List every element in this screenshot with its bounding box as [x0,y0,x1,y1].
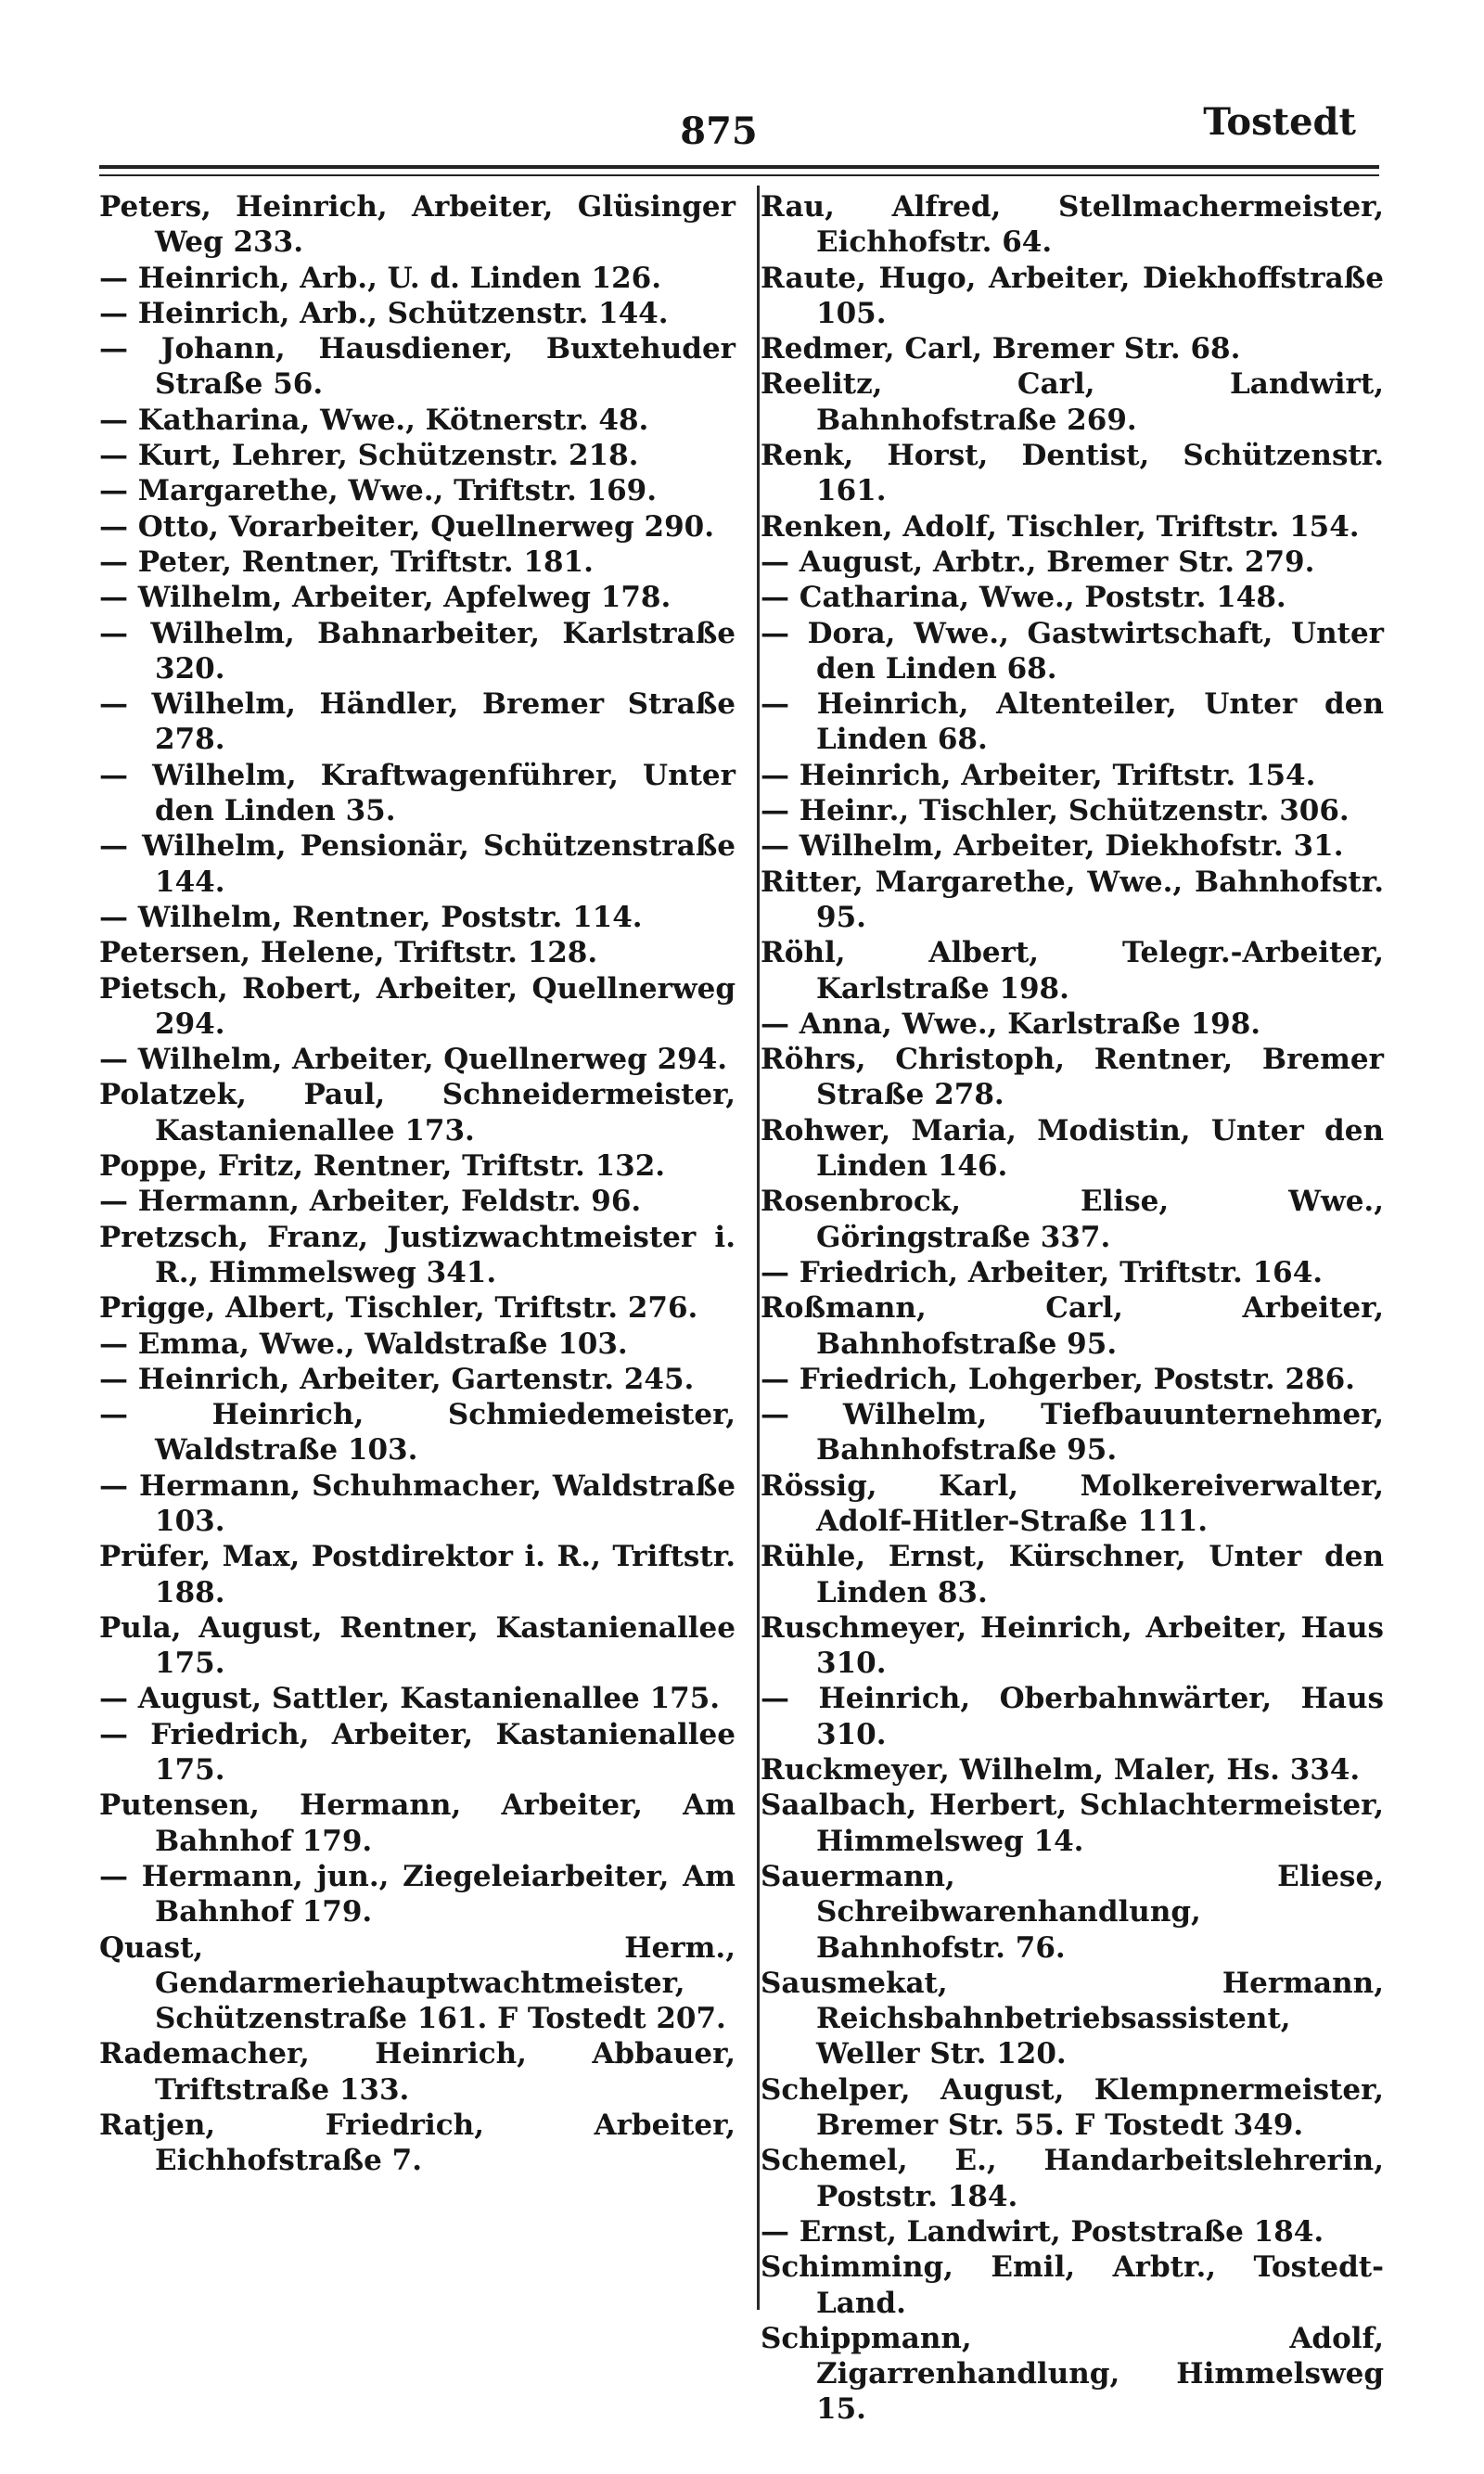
directory-entry: — Anna, Wwe., Karlstraße 198. [761,1006,1261,1041]
directory-entry: — Hermann, jun., Ziegeleiarbeiter, Am Bahnhof 179. [99,1859,736,1929]
directory-entry: Sausmekat, Hermann, Reichsbahnbetriebsassistent, Weller Str. 120. [761,1966,1384,2071]
directory-entry: — Heinrich, Oberbahnwärter, Haus 310. [761,1682,1384,1751]
directory-entry: Rühle, Ernst, Kürschner, Unter den Linden 83. [761,1540,1384,1609]
directory-entry: Schemel, E., Handarbeitslehrerin, Poststr. 184. [761,2144,1384,2213]
directory-entry: — Otto, Vorarbeiter, Quellnerweg 290. [99,509,715,544]
directory-entry: — Wilhelm, Pensionär, Schützenstraße 144. [99,829,736,899]
directory-entry: Rademacher, Heinrich, Abbauer, Triftstraße 133. [99,2037,736,2107]
directory-entry: Rohwer, Maria, Modistin, Unter den Linden 146. [761,1113,1384,1184]
directory-entry: Putensen, Hermann, Arbeiter, Am Bahnhof 179. [99,1788,736,1858]
directory-entry: Schelper, August, Klempnermeister, Bremer Str. 55. F Tostedt 349. [761,2072,1384,2143]
page-number: 875 [680,109,758,153]
directory-entry: — Hermann, Arbeiter, Feldstr. 96. [99,1185,642,1219]
directory-entry: Redmer, Carl, Bremer Str. 68. [761,332,1241,366]
column-divider [757,186,760,2310]
directory-entry: — Friedrich, Lohgerber, Poststr. 286. [761,1362,1355,1396]
directory-entry: — Friedrich, Arbeiter, Kastanienallee 175. [99,1717,736,1788]
directory-entry: — Hermann, Schuhmacher, Waldstraße 103. [99,1468,736,1538]
directory-entry: — Heinrich, Arb., U. d. Linden 126. [99,261,662,295]
directory-entry: Prüfer, Max, Postdirektor i. R., Triftstr. 188. [99,1540,736,1609]
directory-entry: Pietsch, Robert, Arbeiter, Quellnerweg 294. [99,971,736,1041]
directory-entry: Saalbach, Herbert, Schlachtermeister, Himmelsweg 14. [761,1788,1384,1858]
directory-entry: — Friedrich, Arbeiter, Triftstr. 164. [761,1255,1324,1289]
directory-entry: Ratjen, Friedrich, Arbeiter, Eichhofstraße 7. [99,2109,736,2178]
directory-entry: Schimming, Emil, Arbtr., Tostedt-Land. [761,2250,1384,2320]
directory-entry: Ruschmeyer, Heinrich, Arbeiter, Haus 310. [761,1610,1384,1681]
right-column [761,189,1384,2428]
directory-entry: Rau, Alfred, Stellmachermeister, Eichhofstr. 64. [761,190,1384,260]
directory-entry: Polatzek, Paul, Schneidermeister, Kastanienallee 173. [99,1078,736,1147]
directory-entry: — Katharina, Wwe., Kötnerstr. 48. [99,403,649,437]
directory-entry: — Heinrich, Arbeiter, Gartenstr. 245. [99,1362,695,1396]
directory-entry: Ritter, Margarethe, Wwe., Bahnhofstr. 95. [761,865,1384,934]
header-rule-thick [99,165,1379,169]
header-rule-thin [99,174,1379,176]
directory-entry: — Catharina, Wwe., Poststr. 148. [761,581,1286,615]
directory-entry: Quast, Herm., Gendarmeriehauptwachtmeister, Schützenstraße 161. F Tostedt 207. [99,1930,736,2036]
directory-entry: — Heinrich, Arb., Schützenstr. 144. [99,296,669,330]
left-column [99,189,736,2179]
directory-entry: — Emma, Wwe., Waldstraße 103. [99,1327,628,1361]
directory-entry: Renken, Adolf, Tischler, Triftstr. 154. [761,509,1360,544]
directory-entry: — Wilhelm, Arbeiter, Diekhofstr. 31. [761,829,1344,864]
directory-entry: Poppe, Fritz, Rentner, Triftstr. 132. [99,1149,666,1184]
directory-entry: Prigge, Albert, Tischler, Triftstr. 276. [99,1291,698,1326]
directory-entry: — Wilhelm, Tiefbauunternehmer, Bahnhofstraße 95. [761,1398,1384,1468]
directory-entry: — Wilhelm, Kraftwagenführer, Unter den Linden 35. [99,758,736,828]
directory-entry: Rössig, Karl, Molkereiverwalter, Adolf-Hitler-Straße 111. [761,1468,1384,1538]
directory-entry: Röhrs, Christoph, Rentner, Bremer Straße 278. [761,1043,1384,1112]
directory-entry: — August, Sattler, Kastanienallee 175. [99,1682,721,1716]
running-header-place: Tostedt [1203,100,1356,144]
directory-entry: Rosenbrock, Elise, Wwe., Göringstraße 337. [761,1185,1384,1254]
directory-entry: Schippmann, Adolf, Zigarrenhandlung, Himmelsweg 15. [761,2321,1384,2427]
directory-entry: — Margarethe, Wwe., Triftstr. 169. [99,474,658,508]
directory-entry: Reelitz, Carl, Landwirt, Bahnhofstraße 269. [761,367,1384,437]
directory-entry: — Wilhelm, Arbeiter, Quellnerweg 294. [99,1043,728,1077]
directory-entry: Ruckmeyer, Wilhelm, Maler, Hs. 334. [761,1753,1361,1788]
directory-entry: — Wilhelm, Händler, Bremer Straße 278. [99,687,736,757]
directory-entry: Pretzsch, Franz, Justizwachtmeister i. R., Himmelsweg 341. [99,1220,736,1289]
directory-entry: Roßmann, Carl, Arbeiter, Bahnhofstraße 95. [761,1291,1384,1361]
directory-entry: Röhl, Albert, Telegr.-Arbeiter, Karlstraße 198. [761,936,1384,1006]
directory-entry: Sauermann, Eliese, Schreibwarenhandlung, Bahnhofstr. 76. [761,1859,1384,1965]
directory-entry: — Heinrich, Schmiedemeister, Waldstraße 103. [99,1398,736,1468]
directory-entry: — Peter, Rentner, Triftstr. 181. [99,545,594,579]
directory-entry: — Wilhelm, Rentner, Poststr. 114. [99,900,643,934]
directory-entry: — Kurt, Lehrer, Schützenstr. 218. [99,439,639,473]
directory-entry: Raute, Hugo, Arbeiter, Diekhoffstraße 105. [761,261,1384,330]
directory-entry: Petersen, Helene, Triftstr. 128. [99,936,598,970]
directory-entry: — Wilhelm, Bahnarbeiter, Karlstraße 320. [99,616,736,686]
directory-entry: — Heinrich, Altenteiler, Unter den Linden 68. [761,687,1384,757]
directory-entry: — Johann, Hausdiener, Buxtehuder Straße 56. [99,332,736,402]
directory-entry: Pula, August, Rentner, Kastanienallee 175. [99,1610,736,1681]
directory-entry: — August, Arbtr., Bremer Str. 279. [761,545,1315,579]
directory-entry: — Wilhelm, Arbeiter, Apfelweg 178. [99,581,672,615]
directory-entry: Renk, Horst, Dentist, Schützenstr. 161. [761,439,1384,508]
directory-entry: — Dora, Wwe., Gastwirtschaft, Unter den Linden 68. [761,616,1384,686]
directory-entry: Peters, Heinrich, Arbeiter, Glüsinger Weg 233. [99,190,736,260]
directory-entry: — Ernst, Landwirt, Poststraße 184. [761,2214,1324,2249]
directory-entry: — Heinr., Tischler, Schützenstr. 306. [761,794,1350,828]
directory-entry: — Heinrich, Arbeiter, Triftstr. 154. [761,758,1316,792]
